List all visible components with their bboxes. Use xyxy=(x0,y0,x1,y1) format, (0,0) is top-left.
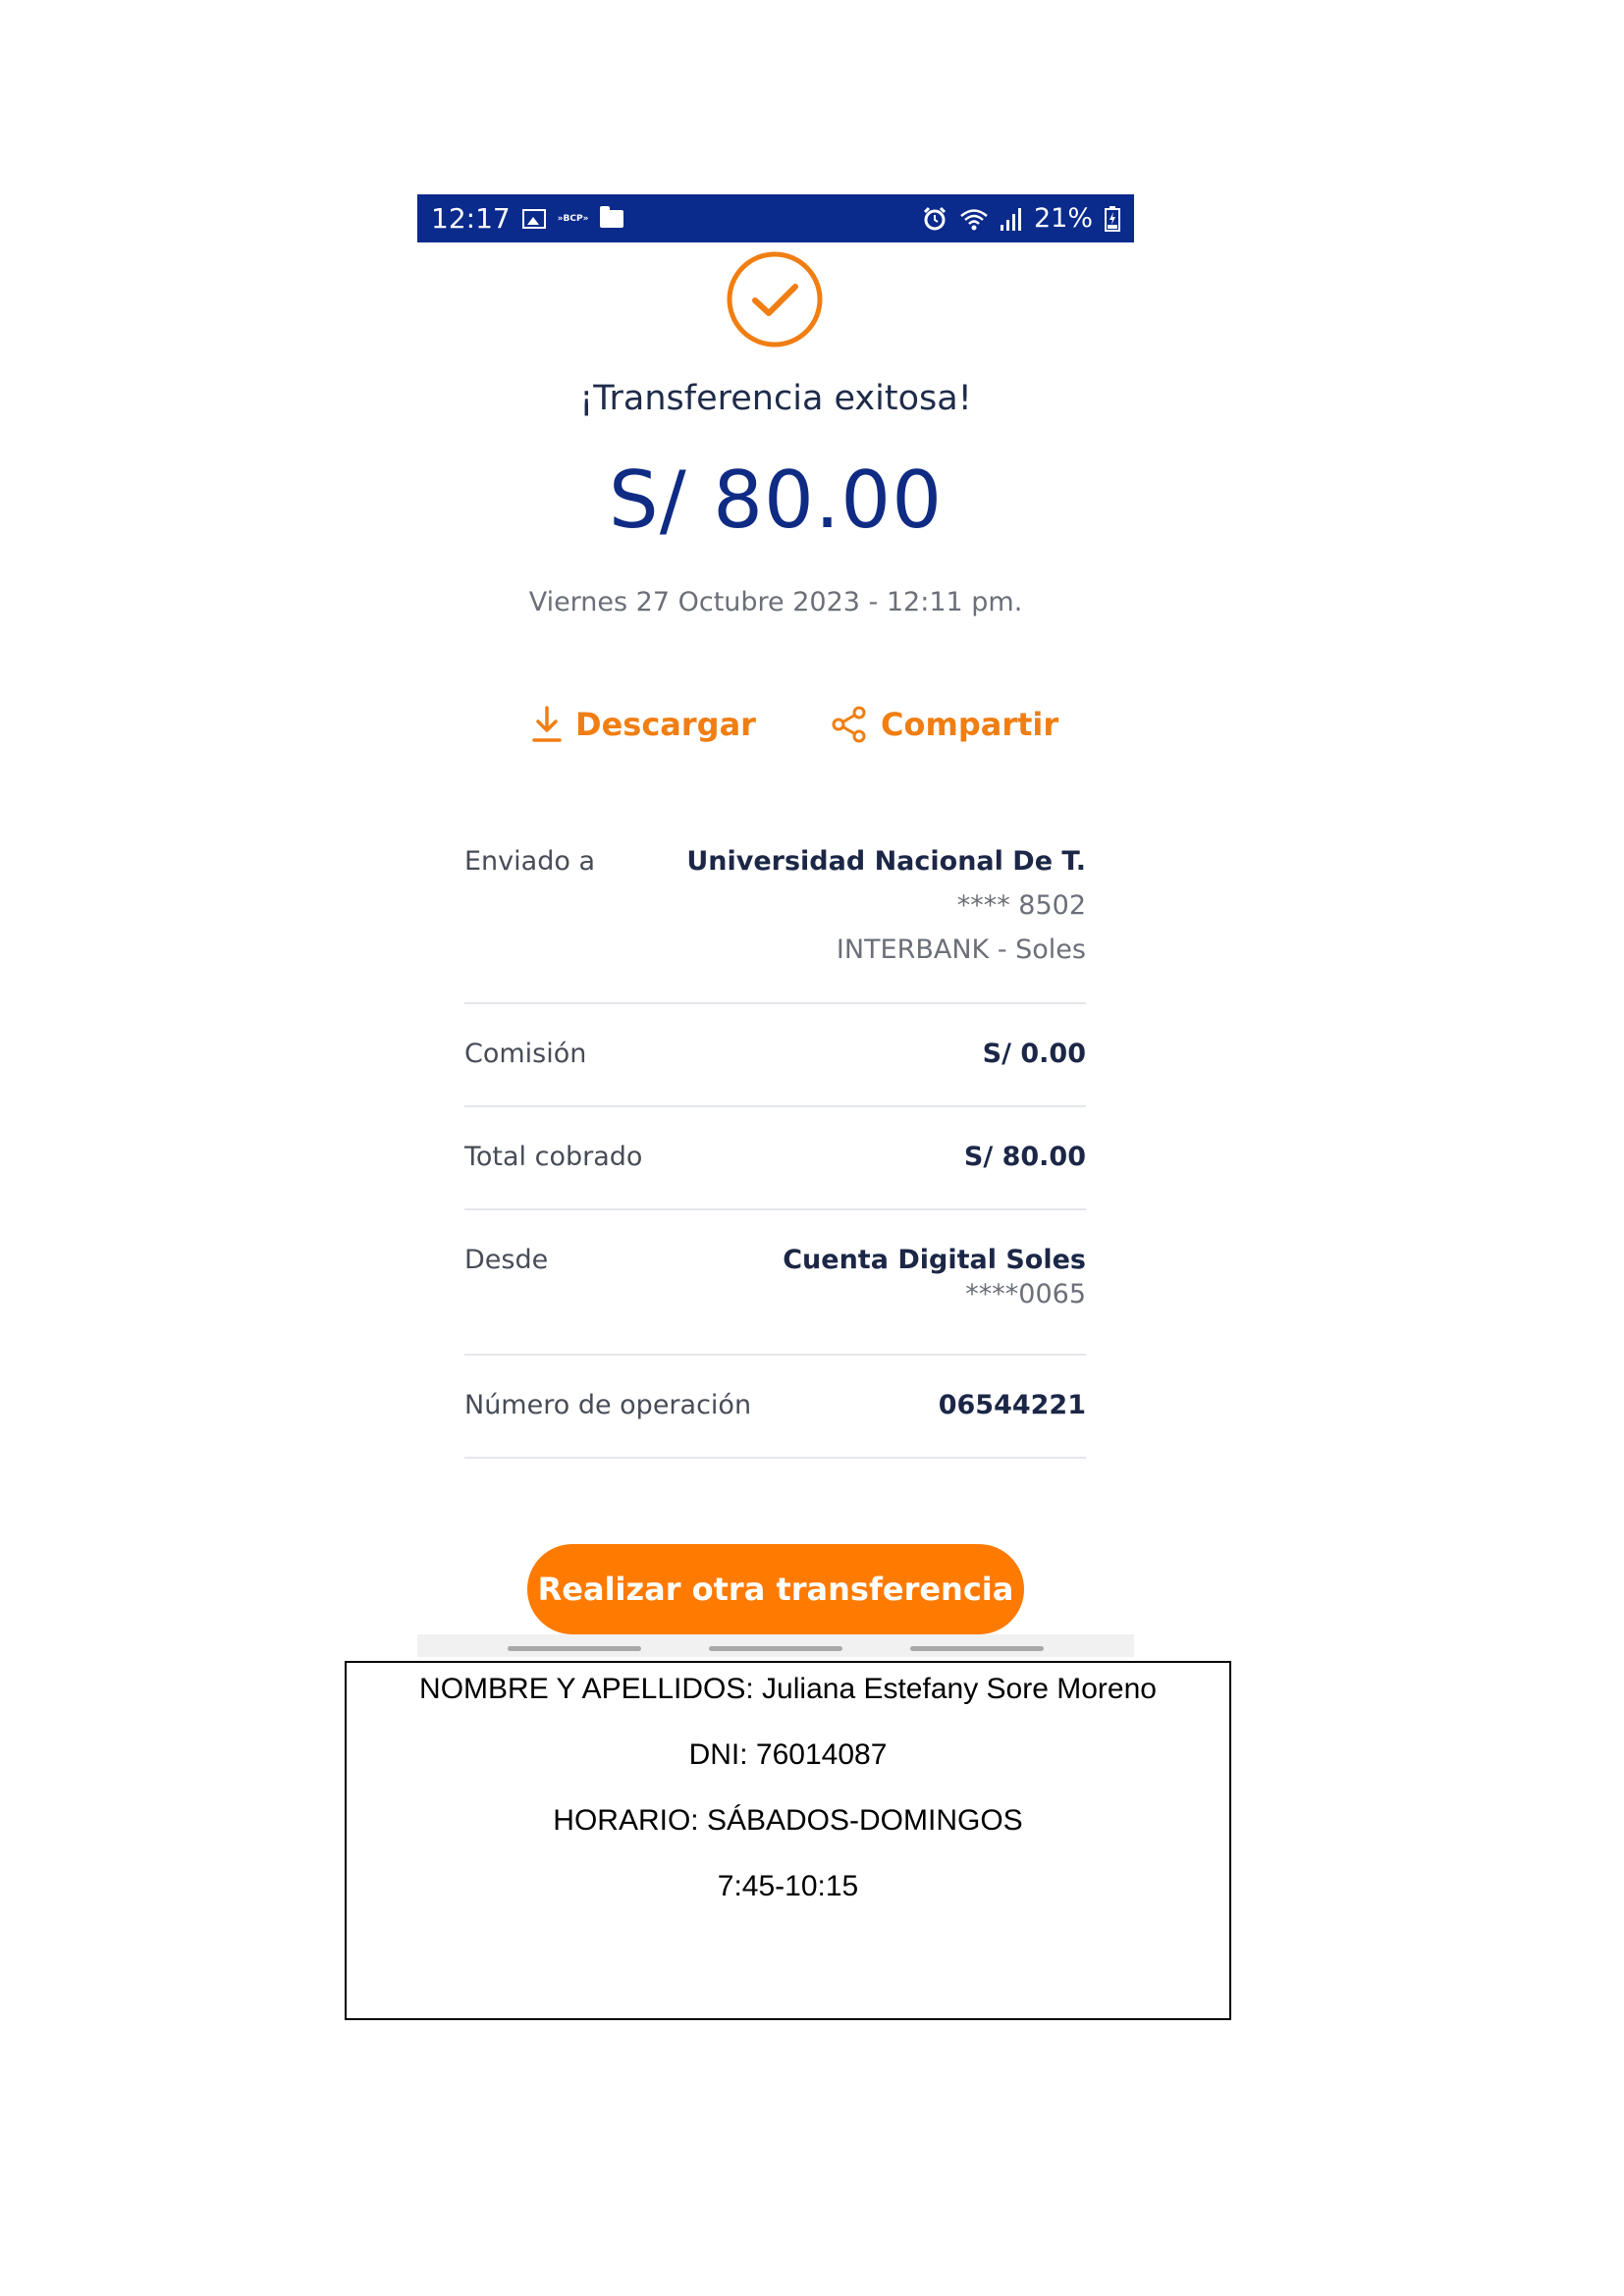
status-bar-left xyxy=(431,202,623,235)
sent-to-value xyxy=(686,846,1086,1002)
total-label: Total cobrado xyxy=(464,1142,643,1172)
recipient-bank: INTERBANK - Soles xyxy=(836,934,1086,965)
folder-icon xyxy=(600,210,623,228)
recipient-account: **** 8502 xyxy=(956,890,1086,921)
total-row xyxy=(464,1107,1086,1210)
commission-label: Comisión xyxy=(464,1039,587,1069)
status-bar-right xyxy=(922,203,1120,234)
download-icon xyxy=(530,705,564,744)
from-label: Desde xyxy=(464,1245,549,1275)
transfer-amount: S/ 80.00 xyxy=(608,454,944,546)
success-check-icon xyxy=(727,251,823,347)
nav-handle-center[interactable] xyxy=(709,1646,842,1651)
from-value xyxy=(783,1245,1086,1354)
phone-screenshot xyxy=(417,194,1134,1657)
source-account-name: Cuenta Digital Soles xyxy=(783,1245,1086,1275)
battery-charging-icon xyxy=(1105,206,1120,232)
operation-value-wrap xyxy=(939,1390,1086,1457)
share-icon xyxy=(830,705,869,744)
operation-label: Número de operación xyxy=(464,1390,752,1420)
operation-row xyxy=(464,1356,1086,1459)
student-info-box xyxy=(345,1661,1231,2020)
battery-percent: 21% xyxy=(1033,203,1093,234)
status-bar xyxy=(417,194,1134,242)
commission-value: S/ 0.00 xyxy=(982,1039,1086,1069)
gesture-nav-bar xyxy=(417,1634,1134,1657)
download-label: Descargar xyxy=(575,706,756,743)
bcp-badge-icon: »BCP» xyxy=(557,213,589,224)
schedule-line: HORARIO: SÁBADOS-DOMINGOS xyxy=(553,1804,1023,1837)
signal-icon xyxy=(1001,207,1022,231)
transfer-details xyxy=(464,823,1086,1459)
student-dni-line: DNI: 76014087 xyxy=(688,1738,888,1771)
download-button[interactable] xyxy=(530,705,756,744)
new-transfer-button[interactable]: Realizar otra transferencia xyxy=(527,1544,1024,1634)
total-value: S/ 80.00 xyxy=(963,1142,1086,1172)
gallery-icon xyxy=(522,209,546,229)
commission-row xyxy=(464,1004,1086,1107)
sent-to-label: Enviado a xyxy=(464,846,595,877)
nav-handle-left[interactable] xyxy=(508,1646,641,1651)
from-row xyxy=(464,1210,1086,1356)
share-button[interactable] xyxy=(830,705,1058,744)
operation-number: 06544221 xyxy=(938,1390,1086,1420)
student-name-line: NOMBRE Y APELLIDOS: Juliana Estefany Sore Moreno xyxy=(419,1673,1157,1705)
share-label: Compartir xyxy=(881,706,1059,743)
status-time: 12:17 xyxy=(431,202,511,235)
wifi-icon xyxy=(959,207,989,231)
schedule-time-line: 7:45-10:15 xyxy=(717,1870,859,1902)
success-title: ¡Transferencia exitosa! xyxy=(579,379,972,418)
recipient-name: Universidad Nacional De T. xyxy=(686,846,1086,877)
alarm-icon xyxy=(922,206,947,232)
commission-value-wrap xyxy=(983,1039,1086,1105)
transfer-datetime: Viernes 27 Octubre 2023 - 12:11 pm. xyxy=(528,587,1023,617)
total-value-wrap xyxy=(964,1142,1086,1208)
source-account-number: ****0065 xyxy=(965,1279,1086,1309)
sent-to-row xyxy=(464,823,1086,1004)
nav-handle-right[interactable] xyxy=(910,1646,1044,1651)
